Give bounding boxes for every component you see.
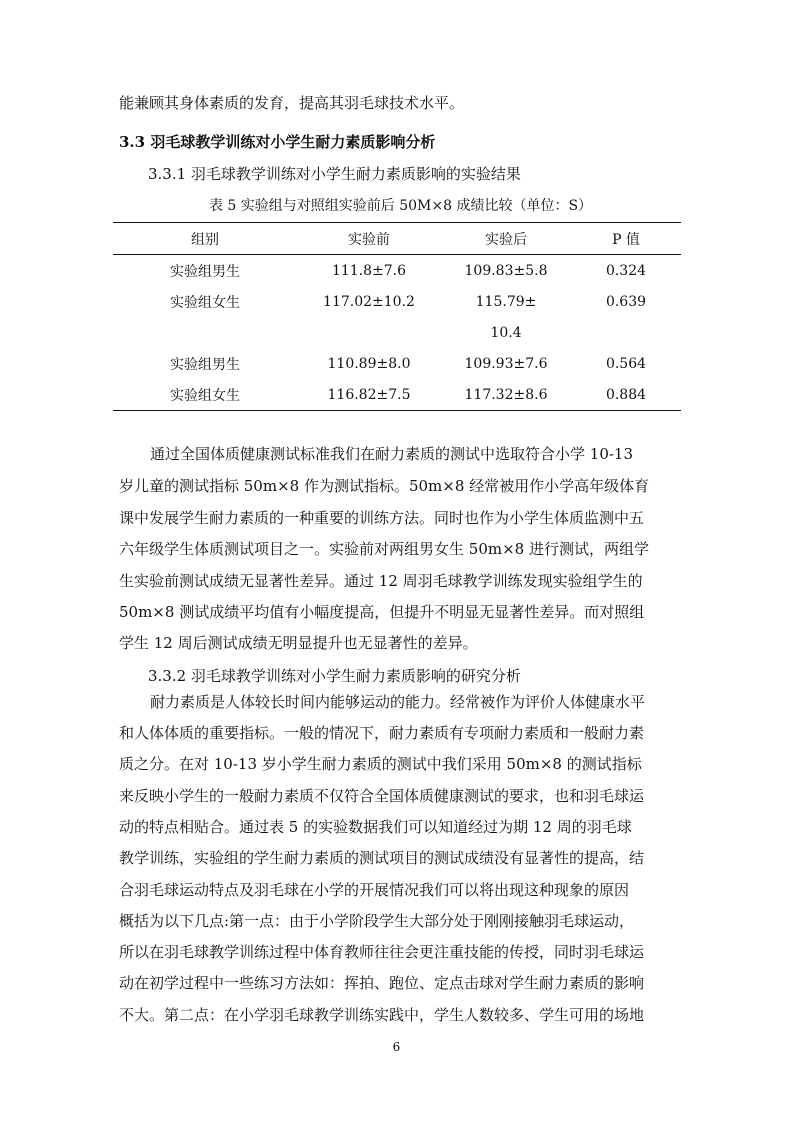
cell-group: 实验组男生 xyxy=(170,356,240,373)
cell-p: 0.884 xyxy=(605,386,647,403)
paragraph-2-line: 来反映小学生的一般耐力素质不仅符合全国体质健康测试的要求，也和羽毛球运 xyxy=(119,787,645,805)
cell-before: 116.82±7.5 xyxy=(327,386,411,403)
cell-group: 实验组女生 xyxy=(170,294,240,311)
paragraph-1-line: 通过全国体质健康测试标准我们在耐力素质的测试中选取符合小学 10-13 xyxy=(150,445,634,463)
cell-after: 109.83±5.8 xyxy=(464,262,548,279)
cell-before: 110.89±8.0 xyxy=(327,355,411,372)
cell-before: 117.02±10.2 xyxy=(323,293,415,310)
cell-p: 0.564 xyxy=(605,355,647,372)
cell-after: 117.32±8.6 xyxy=(464,386,548,403)
cell-group: 实验组男生 xyxy=(170,263,240,280)
cell-after: 109.93±7.6 xyxy=(464,355,548,372)
cell-after: 10.4 xyxy=(490,324,522,341)
table-row xyxy=(113,317,681,348)
header-after: 实验后 xyxy=(441,223,571,255)
paragraph-2-line: 动的特点相贴合。通过表 5 的实验数据我们可以知道经过为期 12 周的羽毛球 xyxy=(119,818,632,836)
table-row xyxy=(113,379,681,411)
cell-p: 0.639 xyxy=(605,293,647,310)
subsection-heading-2: 3.3.2 羽毛球教学训练对小学生耐力素质影响的研究分析 xyxy=(148,667,521,685)
cell-before xyxy=(297,317,441,348)
paragraph-2-line: 概括为以下几点:第一点：由于小学阶段学生大部分处于刚刚接触羽毛球运动， xyxy=(119,912,635,930)
table-header-row xyxy=(113,223,681,255)
header-group: 组别 xyxy=(113,223,297,255)
paragraph-2-line: 所以在羽毛球教学训练过程中体育教师往往会更注重技能的传授，同时羽毛球运 xyxy=(119,943,645,961)
subsection-heading-1: 3.3.1 羽毛球教学训练对小学生耐力素质影响的实验结果 xyxy=(148,165,521,183)
cell-group: 实验组女生 xyxy=(170,387,240,404)
cell-after: 115.79± xyxy=(475,293,537,310)
paragraph-2-line: 质之分。在对 10-13 岁小学生耐力素质的测试中我们采用 50m×8 的测试指标 xyxy=(119,755,642,773)
paragraph-2-line: 和人体体质的重要指标。一般的情况下，耐力素质有专项耐力素质和一般耐力素 xyxy=(119,724,645,742)
paragraph-1-line: 岁儿童的测试指标 50m×8 作为测试指标。50m×8 经常被用作小学高年级体育 xyxy=(119,477,650,495)
table-row xyxy=(113,348,681,379)
cell-before: 111.8±7.6 xyxy=(331,262,407,279)
paragraph-1-line: 课中发展学生耐力素质的一种重要的训练方法。同时也作为小学生体质监测中五 xyxy=(119,509,645,527)
header-p-value: P 值 xyxy=(571,223,681,255)
paragraph-1-line: 六年级学生体质测试项目之一。实验前对两组男女生 50m×8 进行测试，两组学 xyxy=(119,540,649,558)
table-caption: 表 5 实验组与对照组实验前后 50M×8 成绩比较（单位：S） xyxy=(208,198,593,214)
intro-line: 能兼顾其身体素质的发育，提高其羽毛球技术水平。 xyxy=(119,94,465,112)
cell-p: 0.324 xyxy=(605,262,647,279)
page-number: 6 xyxy=(392,1040,401,1054)
results-table xyxy=(113,222,681,411)
paragraph-1-line: 50m×8 测试成绩平均值有小幅度提高，但提升不明显无显著性差异。而对照组 xyxy=(119,603,645,621)
cell-p xyxy=(571,317,681,348)
paragraph-2-line: 不大。第二点：在小学羽毛球教学训练实践中，学生人数较多、学生可用的场地 xyxy=(119,1006,645,1024)
paragraph-2-line: 动在初学过程中一些练习方法如：挥拍、跑位、定点击球对学生耐力素质的影响 xyxy=(119,974,645,992)
table-row xyxy=(113,286,681,317)
paragraph-2-line: 教学训练，实验组的学生耐力素质的测试项目的测试成绩没有显著性的提高，结 xyxy=(119,849,645,867)
paragraph-1-line: 学生 12 周后测试成绩无明显提升也无显著性的差异。 xyxy=(119,634,478,652)
header-before: 实验前 xyxy=(297,223,441,255)
paragraph-2-line: 耐力素质是人体较长时间内能够运动的能力。经常被作为评价人体健康水平 xyxy=(150,693,646,711)
section-heading: 3.3 羽毛球教学训练对小学生耐力素质影响分析 xyxy=(119,133,436,151)
paragraph-1-line: 生实验前测试成绩无显著性差异。通过 12 周羽毛球教学训练发现实验组学生的 xyxy=(119,572,643,590)
paragraph-2-line: 合羽毛球运动特点及羽毛球在小学的开展情况我们可以将出现这种现象的原因 xyxy=(119,881,630,899)
cell-group xyxy=(113,317,297,348)
table-row xyxy=(113,255,681,287)
